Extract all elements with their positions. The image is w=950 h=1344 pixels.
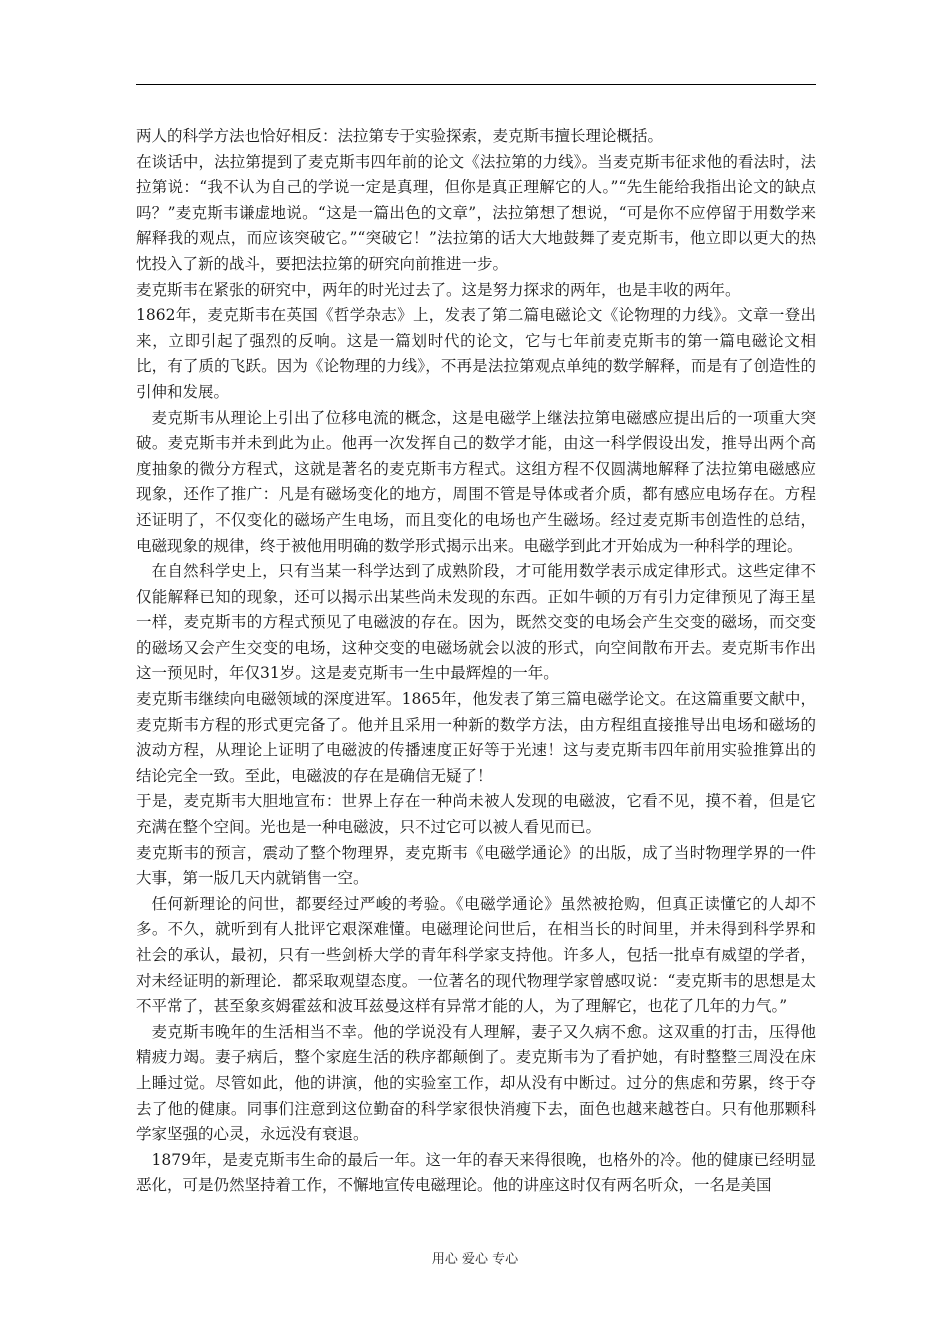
paragraph-3: 麦克斯韦在紧张的研究中，两年的时光过去了。这是努力探求的两年，也是丰收的两年。 — [136, 280, 741, 299]
paragraph-9: 麦克斯韦的预言，震动了整个物理界，麦克斯韦《电磁学通论》的出版，成了当时物理学界的一件大事，第一版几天内就销售一空。 — [136, 843, 816, 888]
paragraph-1: 两人的科学方法也恰好相反：法拉第专于实验探索，麦克斯韦擅长理论概括。 — [136, 127, 664, 145]
paragraph-8: 于是，麦克斯韦大胆地宣布：世界上存在一种尚未被人发现的电磁波，它看不见，摸不着，但是它充满在整个空间。光也是一种电磁波，只不过它可以被人看见而已。 — [136, 792, 816, 837]
paragraph-10: 任何新理论的问世，都要经过严峻的考验。《电磁学通论》虽然被抢购，但真正读懂它的人却不多。不久，就听到有人批评它艰深难懂。电磁理论问世后，在相当长的时间里，并未得到科学界和社会的承认，最初，只有一些剑桥大学的青年科学家支持他。许多人，包括一批卓有威望的学者，对未经证明的新理论．都采取观望态度。一位著名的现代物理学家曾感叹说：“麦克斯韦的思想是太不平常了，甚至象亥姆霍兹和波耳兹曼这样有异常才能的人，为了理解它，也花了几年的力气。” — [136, 894, 816, 1016]
paragraph-4: 1862年，麦克斯韦在英国《哲学杂志》上，发表了第二篇电磁论文《论物理的力线》。文章一登出来，立即引起了强烈的反响。这是一篇划时代的论文，它与七年前麦克斯韦的第一篇电磁论文相比，有了质的飞跃。因为《论物理的力线》，不再是法拉第观点单纯的数学解释，而是有了创造性的引伸和发展。 — [136, 306, 816, 401]
page-footer: 用心 爱心 专心 — [431, 1252, 519, 1267]
header-rule — [136, 84, 816, 85]
document-body — [136, 124, 816, 1199]
paragraph-2: 在谈话中，法拉第提到了麦克斯韦四年前的论文《法拉第的力线》。当麦克斯韦征求他的看法时，法拉第说：“我不认为自己的学说一定是真理，但你是真正理解它的人。”“先生能给我指出论文的缺点吗？”麦克斯韦谦虚地说。“这是一篇出色的文章”，法拉第想了想说，“可是你不应停留于用数学来解释我的观点，而应该突破它。”“突破它！”法拉第的话大大地鼓舞了麦克斯韦，他立即以更大的热忱投入了新的战斗，要把法拉第的研究向前推进一步。 — [136, 152, 816, 273]
paragraph-7: 麦克斯韦继续向电磁领域的深度进军。1865年，他发表了第三篇电磁学论文。在这篇重要文献中，麦克斯韦方程的形式更完备了。他并且采用一种新的数学方法，由方程组直接推导出电场和磁场的波动方程，从理论上证明了电磁波的传播速度正好等于光速！这与麦克斯韦四年前用实验推算出的结论完全一致。至此，电磁波的存在是确信无疑了！ — [136, 690, 816, 785]
paragraph-6: 在自然科学史上，只有当某一科学达到了成熟阶段，才可能用数学表示成定律形式。这些定律不仅能解释已知的现象，还可以揭示出某些尚未发现的东西。正如牛顿的万有引力定律预见了海王星一样，麦克斯韦的方程式预见了电磁波的存在。因为，既然交变的电场会产生交变的磁场，而交变的磁场又会产生交变的电场，这种交变的电磁场就会以波的形式，向空间散布开去。麦克斯韦作出这一预见时，年仅31岁。这是麦克斯韦一生中最辉煌的一年。 — [136, 562, 816, 683]
paragraph-5: 麦克斯韦从理论上引出了位移电流的概念，这是电磁学上继法拉第电磁感应提出后的一项重大突破。麦克斯韦并未到此为止。他再一次发挥自己的数学才能，由这一科学假设出发，推导出两个高度抽象的微分方程式，这就是著名的麦克斯韦方程式。这组方程不仅圆满地解释了法拉第电磁感应现象，还作了推广：凡是有磁场变化的地方，周围不管是导体或者介质，都有感应电场存在。方程还证明了，不仅变化的磁场产生电场，而且变化的电场也产生磁场。经过麦克斯韦创造性的总结，电磁现象的规律，终于被他用明确的数学形式揭示出来。电磁学到此才开始成为一种科学的理论。 — [136, 408, 816, 555]
paragraph-11: 麦克斯韦晚年的生活相当不幸。他的学说没有人理解，妻子又久病不愈。这双重的打击，压得他精疲力竭。妻子病后，整个家庭生活的秩序都颠倒了。麦克斯韦为了看护她，有时整整三周没在床上睡过觉。尽管如此，他的讲演，他的实验室工作，却从没有中断过。过分的焦虑和劳累，终于夺去了他的健康。同事们注意到这位勤奋的科学家很快消瘦下去，面色也越来越苍白。只有他那颗科学家坚强的心灵，永远没有衰退。 — [136, 1022, 816, 1144]
paragraph-12: 1879年，是麦克斯韦生命的最后一年。这一年的春天来得很晚，也格外的冷。他的健康已经明显恶化，可是仍然坚持着工作，不懈地宣传电磁理论。他的讲座这时仅有两名听众，一名是美国 — [136, 1150, 816, 1195]
